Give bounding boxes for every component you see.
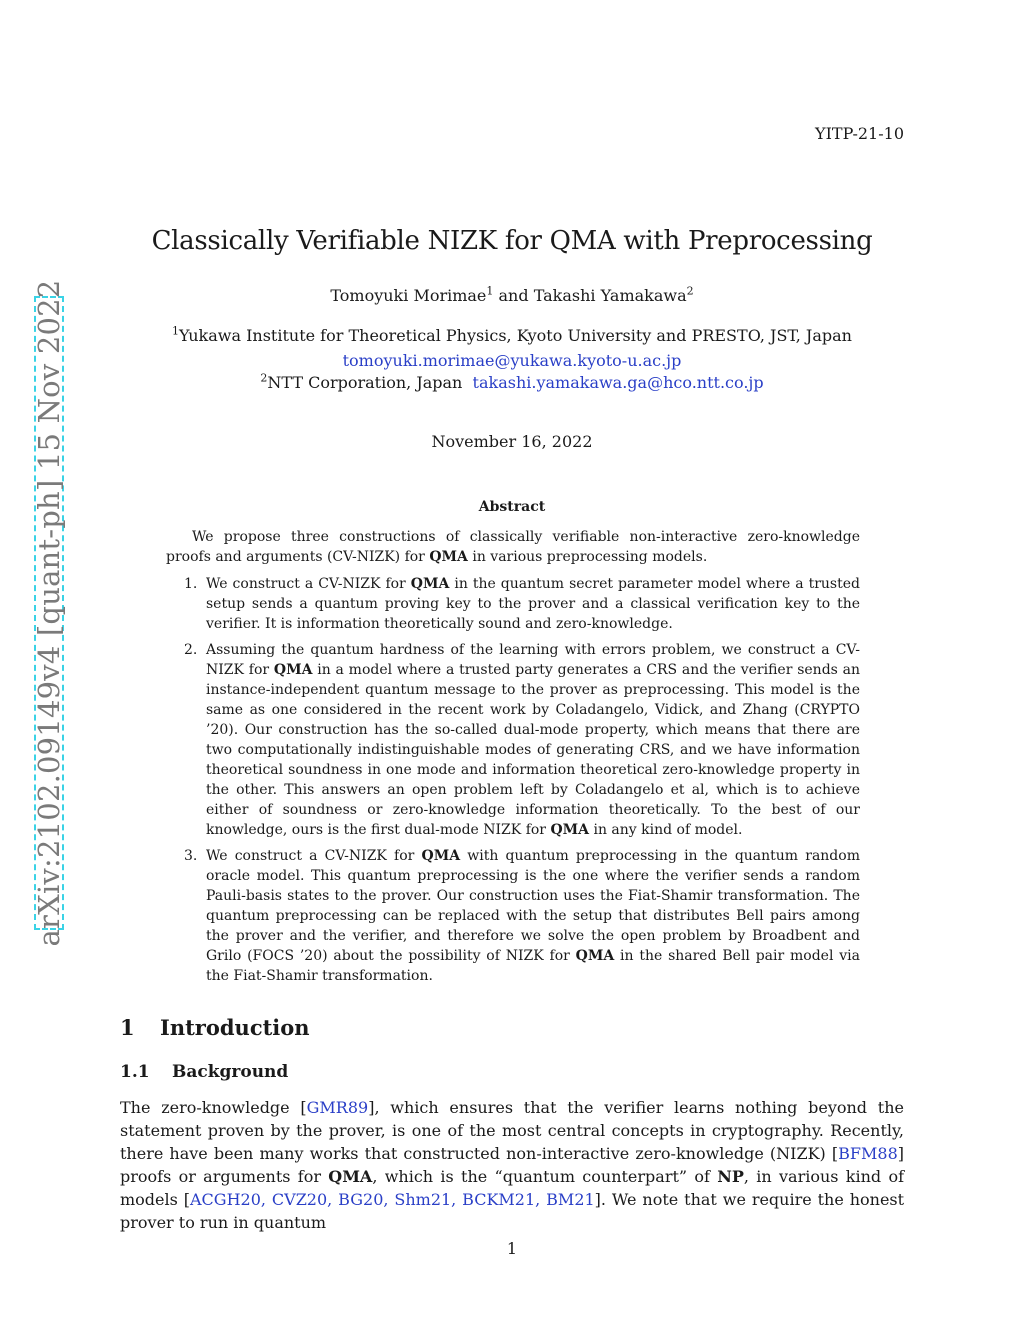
affiliation-text: NTT Corporation, Japan bbox=[267, 373, 463, 392]
arxiv-identifier[interactable]: arXiv:2102.09149v4 [quant-ph] 15 Nov 2022 bbox=[32, 279, 66, 947]
citation-separator: , bbox=[451, 1190, 463, 1209]
citation-link[interactable]: BM21 bbox=[546, 1190, 595, 1209]
affiliation-2 bbox=[0, 373, 1024, 392]
affiliation-marker: 2 bbox=[686, 284, 694, 298]
list-number: 3. bbox=[184, 848, 198, 864]
abstract-intro bbox=[166, 527, 860, 567]
paper-date: November 16, 2022 bbox=[431, 432, 593, 451]
citation-separator: , bbox=[260, 1190, 272, 1209]
citation-link[interactable]: BFM88 bbox=[838, 1144, 898, 1163]
citation-link[interactable]: GMR89 bbox=[306, 1098, 369, 1117]
list-item bbox=[166, 574, 860, 634]
list-text: in any kind of model. bbox=[589, 822, 743, 838]
citation-separator: , bbox=[327, 1190, 339, 1209]
paper-title: Classically Verifiable NIZK for QMA with Preprocessing bbox=[151, 226, 873, 256]
body-text: , in various kind of models [ bbox=[120, 1167, 905, 1209]
list-number: 1. bbox=[184, 576, 198, 592]
body-text: ]. We note that we require the honest prover to run in quantum bbox=[120, 1190, 905, 1232]
body-paragraph bbox=[120, 1096, 904, 1234]
body-text: The zero-knowledge [ bbox=[120, 1098, 307, 1117]
body-bold-term: QMA bbox=[328, 1167, 373, 1186]
email-link[interactable]: tomoyuki.morimae@yukawa.kyoto-u.ac.jp bbox=[342, 351, 682, 370]
affiliation-marker: 1 bbox=[172, 324, 180, 338]
list-bold-term: QMA bbox=[575, 948, 615, 964]
list-text: in the shared Bell pair model via the Fiat-Shamir transformation. bbox=[206, 948, 860, 984]
author-line bbox=[0, 286, 1024, 305]
abstract-text: in various preprocessing models. bbox=[467, 549, 708, 565]
list-text: Assuming the quantum hardness of the learning with errors problem, we construct a CV-NIZK for bbox=[206, 642, 860, 678]
body-text: ] proofs or arguments for bbox=[120, 1144, 904, 1186]
citation-link[interactable]: CVZ20 bbox=[271, 1190, 328, 1209]
body-bold-term: NP bbox=[717, 1167, 744, 1186]
list-text: in the quantum secret parameter model where a trusted setup sends a quantum proving key to the prover and a classical verification key to the verifier. It is information theoretically sound and zero-knowledge. bbox=[206, 576, 860, 632]
subsection-number: 1.1 bbox=[120, 1062, 150, 1082]
citation-link[interactable]: ACGH20 bbox=[190, 1190, 261, 1209]
affiliation-marker: 1 bbox=[486, 284, 494, 298]
affiliation-1 bbox=[0, 326, 1024, 345]
abstract-bold-term: QMA bbox=[429, 549, 468, 565]
citation-link[interactable]: BG20 bbox=[338, 1190, 384, 1209]
page-number: 1 bbox=[506, 1239, 518, 1258]
body-text: , which is the “quantum counterpart” of bbox=[372, 1167, 718, 1186]
list-bold-term: QMA bbox=[550, 822, 590, 838]
list-text: in a model where a trusted party generates a CRS and the verifier sends an instance-independent quantum message to the prover as preprocessing. This model is the same as one considered in the recent work by Coladangelo, Vidick, and Zhang (CRYPTO ’20). Our construction has the so-called dual-mode property, which means that there are two computationally indistinguishable modes of generating CRS, and we have information theoretical soundness in one mode and information theoretical zero-knowledge property in the other. This answers an open problem left by Coladangelo et al, which is to achieve either of soundness or zero-knowledge information theoretically. To the best of our knowledge, ours is the first dual-mode NIZK for bbox=[206, 662, 860, 838]
body-text: ], which ensures that the verifier learns nothing beyond the statement proven by the prover, is one of the most central concepts in cryptography. Recently, there have been many works that constructed non-interactive zero-knowledge (NIZK) [ bbox=[120, 1098, 905, 1163]
abstract-heading: Abstract bbox=[478, 499, 546, 515]
list-bold-term: QMA bbox=[273, 662, 313, 678]
list-text: We construct a CV-NIZK for bbox=[206, 576, 411, 592]
author-conjunction: and bbox=[498, 286, 529, 305]
list-item bbox=[166, 640, 860, 840]
section-title: Introduction bbox=[160, 1015, 310, 1040]
author-name: Takashi Yamakawa bbox=[533, 286, 687, 305]
subsection-heading bbox=[120, 1062, 288, 1082]
affiliation-text: Yukawa Institute for Theoretical Physics, Kyoto University and PRESTO, JST, Japan bbox=[179, 326, 852, 345]
affiliation-marker: 2 bbox=[260, 371, 268, 385]
report-number: YITP-21-10 bbox=[815, 124, 904, 143]
subsection-title: Background bbox=[172, 1062, 289, 1082]
list-text: We construct a CV-NIZK for bbox=[206, 848, 422, 864]
section-number: 1 bbox=[120, 1015, 135, 1040]
abstract-contribution-list bbox=[166, 574, 860, 992]
abstract-text: We propose three constructions of classically verifiable non-interactive zero-knowledge proofs and arguments (CV-NIZK) for bbox=[166, 529, 860, 565]
list-number: 2. bbox=[184, 642, 198, 658]
list-text: with quantum preprocessing in the quantum random oracle model. This quantum preprocessing is the one where the verifier sends a random Pauli-basis states to the prover. Our construction uses the Fiat-Shamir transformation. The quantum preprocessing can be replaced with the setup that distributes Bell pairs among the prover and the verifier, and therefore we solve the open problem by Broadbent and Grilo (FOCS ’20) about the possibility of NIZK for bbox=[206, 848, 860, 964]
citation-separator: , bbox=[383, 1190, 395, 1209]
citation-separator: , bbox=[535, 1190, 547, 1209]
list-bold-term: QMA bbox=[410, 576, 450, 592]
list-item bbox=[166, 846, 860, 986]
citation-link[interactable]: Shm21 bbox=[394, 1190, 452, 1209]
section-heading bbox=[120, 1015, 310, 1040]
author-name: Tomoyuki Morimae bbox=[330, 286, 487, 305]
list-bold-term: QMA bbox=[421, 848, 461, 864]
email-link[interactable]: takashi.yamakawa.ga@hco.ntt.co.jp bbox=[472, 373, 764, 392]
citation-link[interactable]: BCKM21 bbox=[462, 1190, 536, 1209]
affiliation-1-email bbox=[0, 351, 1024, 370]
